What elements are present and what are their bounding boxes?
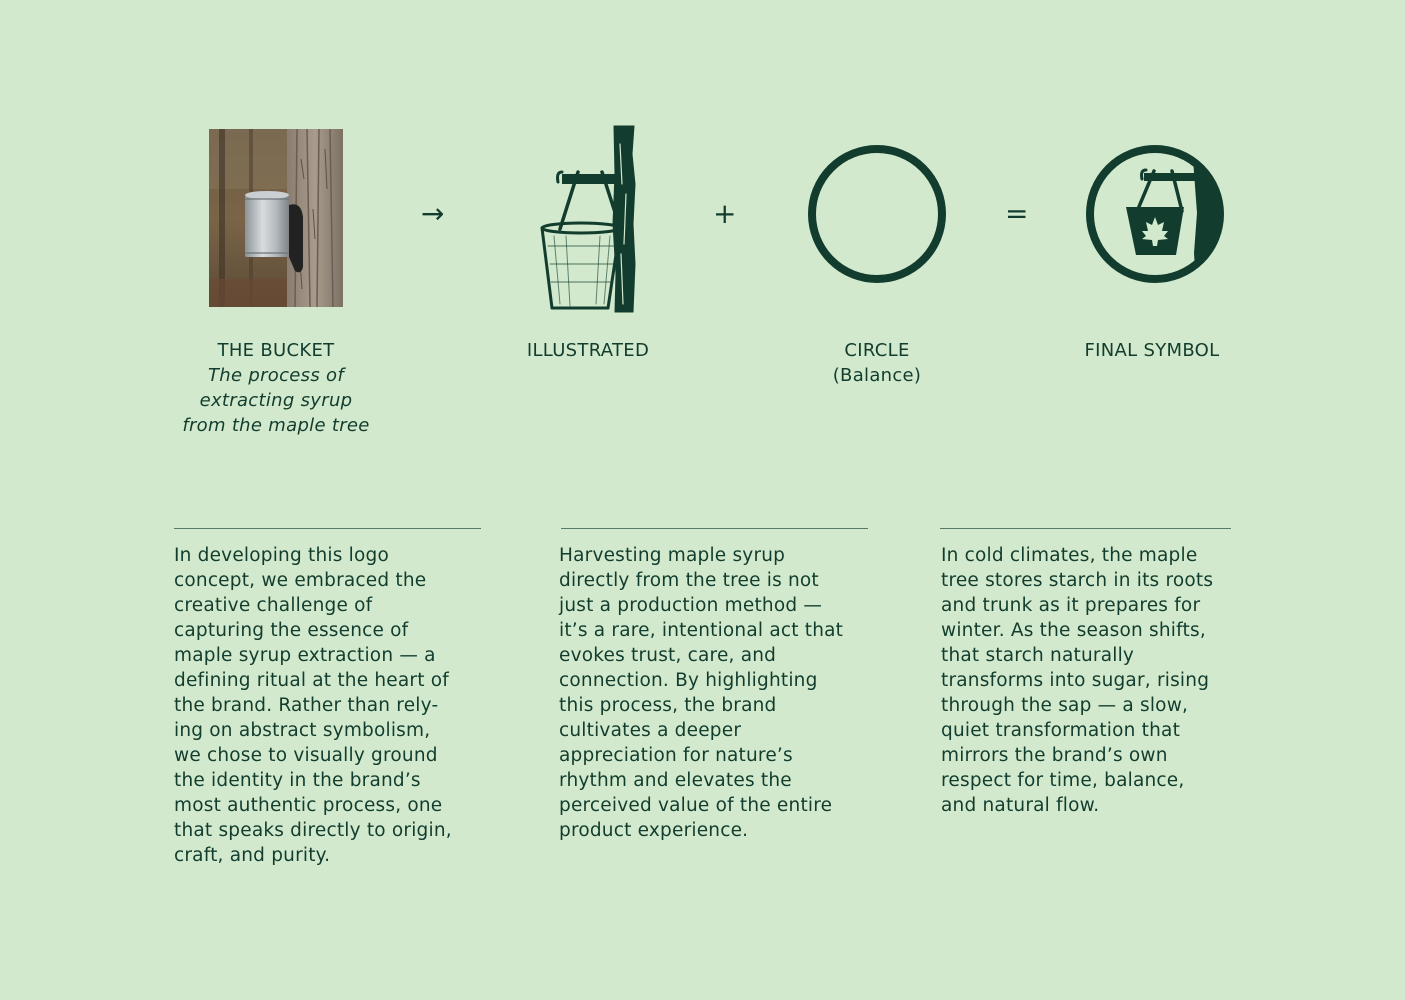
stage-label-final [1052, 338, 1252, 363]
circle-icon [806, 143, 948, 285]
plus-operator: + [713, 197, 737, 230]
paragraph-harvesting: Harvesting maple syrup directly from the tree is not just a production method — it’s a rare, intentional act that evokes trust, care, and connection. By highlighting this process, the brand cultivates a deeper appreciation for nature’s rhythm and elevates the perceived value of the entire product experience. [559, 545, 844, 841]
paragraph-concept: In developing this logo concept, we embraced the creative challenge of capturing the essence of maple syrup extraction — a defining ritual at the heart of the brand. Rather than rely- ing on abstract symbolism, we chose to visually ground the identity in the brand’s most authentic process, one that speaks directly to origin, craft, and purity. [174, 545, 452, 866]
paragraph-climate: In cold climates, the maple tree stores starch in its roots and trunk as it prepares for winter. As the season shifts, that starch naturally transforms into sugar, rising through the sap — a slow, quiet transformation that mirrors the brand’s own respect for time, balance, and natural flow. [941, 545, 1214, 816]
divider-2 [561, 528, 868, 529]
divider-3 [940, 528, 1231, 529]
stage-label-bucket [166, 338, 386, 438]
stage-title: ILLUSTRATED [526, 340, 650, 361]
divider-1 [174, 528, 481, 529]
arrow-operator: → [421, 197, 445, 230]
stage-title: CIRCLE [844, 340, 910, 361]
stage-label-circle [777, 338, 977, 388]
stage-title: THE BUCKET [217, 340, 335, 361]
stage-subtitle: The process of extracting syrup from the maple tree [182, 365, 370, 436]
bucket-photo [209, 129, 343, 307]
equals-operator: = [1005, 197, 1029, 230]
stage-label-illustrated [488, 338, 688, 363]
stage-subtitle: (Balance) [832, 365, 922, 386]
bucket-illustration-icon [538, 124, 638, 314]
stage-title: FINAL SYMBOL [1084, 340, 1220, 361]
final-symbol-icon [1084, 143, 1226, 285]
